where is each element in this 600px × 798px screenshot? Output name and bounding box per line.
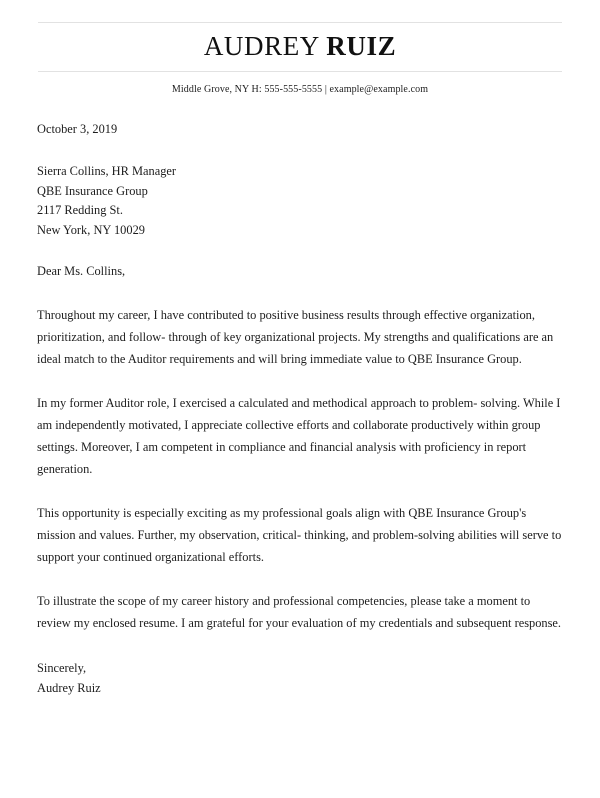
- body-paragraph-3: This opportunity is especially exciting as my professional goals align with QBE Insurance Group's mission and values. Further, my observation, critical- thinking, and problem-solving abilities will serve to support your continued organizational efforts.: [37, 506, 562, 564]
- cover-letter-page: [0, 22, 600, 798]
- contact-line: Middle Grove, NY H: 555-555-5555 | example@example.com: [171, 84, 429, 95]
- recipient-city-state: New York, NY 10029: [37, 222, 145, 237]
- last-name: RUIZ: [326, 31, 397, 61]
- body-paragraph-4: To illustrate the scope of my career history and professional competencies, please take a moment to review my enclosed resume. I am grateful for your evaluation of my credentials and subsequent response.: [37, 594, 562, 630]
- recipient-address-block: [37, 162, 563, 240]
- recipient-street: 2117 Redding St.: [37, 203, 123, 217]
- name-block: [0, 23, 600, 71]
- page-title: [0, 32, 600, 61]
- body-paragraph-1: Throughout my career, I have contributed to positive business results through effective organization, prioritization, and follow- through of key organizational projects. My strengths and qualifications are an ideal match to the Auditor requirements and will bring immediate value to QBE Insurance Group.: [37, 308, 554, 366]
- first-name: AUDREY: [203, 31, 319, 61]
- letterhead: [0, 22, 600, 96]
- body-paragraph-2: In my former Auditor role, I exercised a calculated and methodical approach to problem- solving. While I am independently motivated, I appreciate collective efforts and collaborate productively within group settings. Moreover, I am competent in compliance and financial analysis with proficiency in report generation.: [37, 396, 561, 476]
- recipient-company: QBE Insurance Group: [37, 183, 148, 198]
- closing-salutation: Sincerely,: [37, 661, 87, 675]
- recipient-name-title: Sierra Collins, HR Manager: [37, 164, 177, 178]
- letter-body: [0, 118, 600, 698]
- signature-name: Audrey Ruiz: [37, 681, 101, 695]
- salutation: Dear Ms. Collins,: [37, 264, 126, 278]
- closing-block: [37, 658, 563, 698]
- letter-date: October 3, 2019: [37, 122, 118, 136]
